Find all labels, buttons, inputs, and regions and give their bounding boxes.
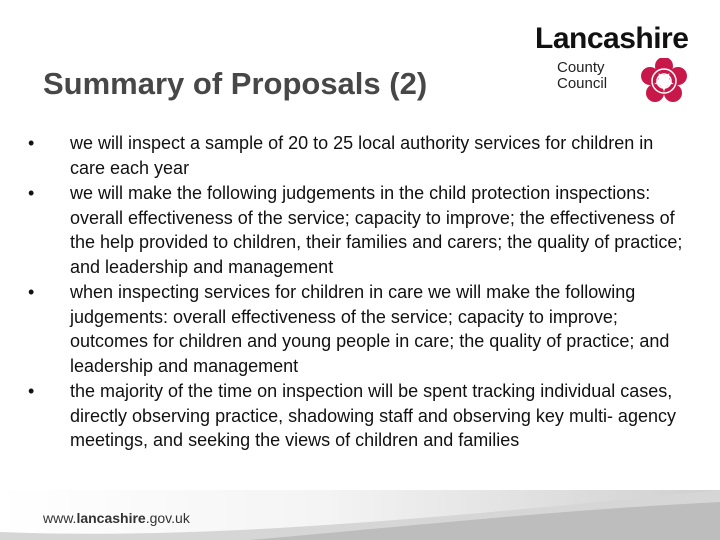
bullet-text: we will make the following judgements in the child protection inspections: overall effectiveness of the service; capacity to improve; the effectiveness of the help provided to children, their families and carers; the quality of practice; and leadership and management — [70, 183, 683, 277]
bullet-item — [28, 181, 688, 279]
slide-title: Summary of Proposals (2) — [43, 66, 428, 101]
footer-website-link[interactable] — [43, 510, 190, 526]
bullet-marker: • — [28, 282, 35, 302]
logo-line-county: County — [557, 59, 605, 76]
bullet-item — [28, 131, 688, 180]
url-suffix: .gov.uk — [145, 510, 190, 526]
lancashire-county-council-logo — [535, 22, 705, 102]
bullet-marker: • — [28, 133, 35, 153]
red-rose-icon — [641, 58, 687, 104]
bullet-list — [28, 131, 688, 454]
bullet-item — [28, 280, 688, 378]
logo-wordmark: Lancashire — [535, 22, 689, 55]
bullet-marker: • — [28, 183, 35, 203]
bullet-text: we will inspect a sample of 20 to 25 local authority services for children in care each year — [70, 133, 654, 178]
bullet-text: the majority of the time on inspection will be spent tracking individual cases, directly observing practice, shadowing staff and observing key multi- agency meetings, and seeking the views of children and families — [70, 381, 676, 450]
bullet-marker: • — [28, 381, 35, 401]
url-prefix: www. — [43, 510, 77, 526]
bullet-item — [28, 379, 688, 453]
logo-subtitle — [557, 60, 607, 92]
logo-line-council: Council — [557, 75, 608, 92]
url-domain: lancashire — [76, 510, 146, 526]
footer-band — [0, 490, 720, 540]
bullet-text: when inspecting services for children in care we will make the following judgements: overall effectiveness of the service; capacity to improve; outcomes for children and young people in care; the quality of practice; and leadership and management — [70, 282, 670, 376]
